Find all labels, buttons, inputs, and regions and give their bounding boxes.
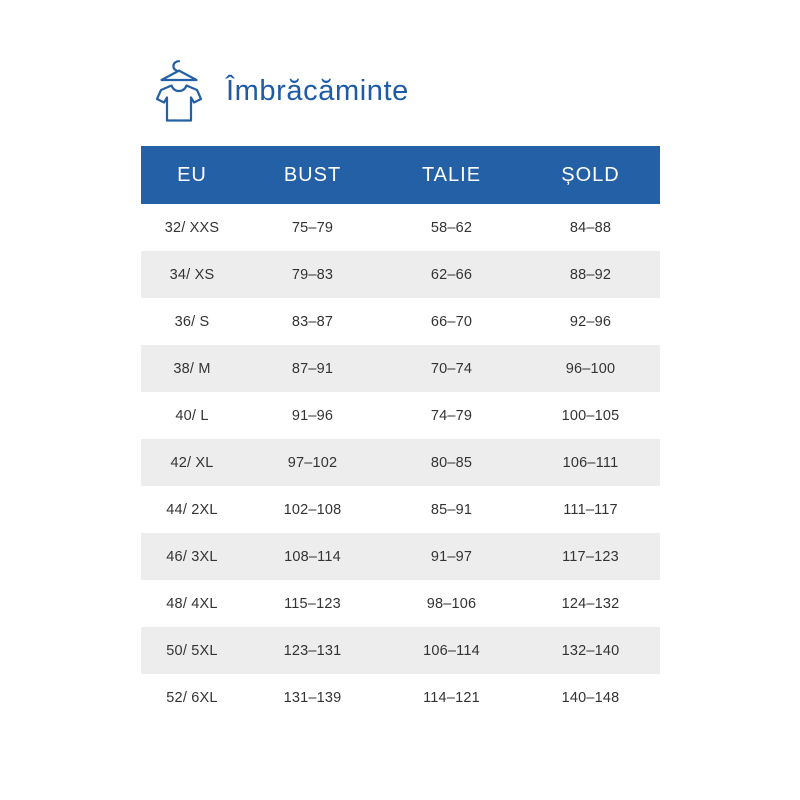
cell-bust: 79–83 <box>243 251 382 298</box>
table-row <box>141 392 660 439</box>
cell-eu: 34/ XS <box>141 251 243 298</box>
cell-talie: 62–66 <box>382 251 521 298</box>
cell-sold: 124–132 <box>561 595 620 612</box>
column-header-bust: BUST <box>243 146 382 204</box>
table-row <box>141 204 660 251</box>
size-table <box>141 146 660 721</box>
cell-sold: 140–148 <box>561 689 620 706</box>
cell-sold: 100–105 <box>561 407 620 424</box>
table-row <box>141 298 660 345</box>
cell-sold: 132–140 <box>521 627 660 674</box>
cell-bust: 115–123 <box>284 595 341 612</box>
cell-bust: 123–131 <box>243 627 382 674</box>
cell-eu: 36/ S <box>174 313 210 330</box>
cell-talie: 106–114 <box>382 627 521 674</box>
cell-talie: 91–97 <box>382 533 521 580</box>
column-header-eu: EU <box>141 146 243 204</box>
table-header-row <box>141 146 660 204</box>
cell-sold: 106–111 <box>521 439 660 486</box>
table-row <box>141 345 660 392</box>
cell-bust: 102–108 <box>283 501 342 518</box>
cell-eu: 50/ 5XL <box>141 627 243 674</box>
cell-bust: 97–102 <box>243 439 382 486</box>
cell-talie: 74–79 <box>430 407 473 424</box>
cell-eu: 46/ 3XL <box>141 533 243 580</box>
cell-eu: 42/ XL <box>141 439 243 486</box>
cell-talie: 80–85 <box>382 439 521 486</box>
cell-sold: 84–88 <box>569 219 612 236</box>
table-row <box>141 251 660 298</box>
cell-eu: 38/ M <box>141 345 243 392</box>
cell-sold: 111–117 <box>563 501 618 518</box>
table-row <box>141 486 660 533</box>
cell-eu: 32/ XXS <box>164 219 220 236</box>
cell-sold: 117–123 <box>521 533 660 580</box>
cell-talie: 85–91 <box>430 501 473 518</box>
table-row <box>141 674 660 721</box>
cell-sold: 92–96 <box>569 313 612 330</box>
cell-bust: 75–79 <box>291 219 334 236</box>
cell-bust: 91–96 <box>291 407 334 424</box>
cell-bust: 87–91 <box>243 345 382 392</box>
cell-talie: 98–106 <box>426 595 477 612</box>
cell-eu: 40/ L <box>175 407 209 424</box>
cell-eu: 52/ 6XL <box>166 689 218 706</box>
cell-talie: 114–121 <box>423 689 480 706</box>
table-header <box>141 146 660 204</box>
page-header <box>148 55 409 127</box>
table-row <box>141 627 660 674</box>
cell-talie: 58–62 <box>430 219 473 236</box>
table-row <box>141 533 660 580</box>
column-header-sold: ȘOLD <box>521 146 660 204</box>
column-header-talie: TALIE <box>382 146 521 204</box>
cell-talie: 66–70 <box>430 313 473 330</box>
cell-talie: 70–74 <box>382 345 521 392</box>
cell-eu: 48/ 4XL <box>166 595 218 612</box>
cell-bust: 108–114 <box>243 533 382 580</box>
table-row <box>141 580 660 627</box>
cell-sold: 88–92 <box>521 251 660 298</box>
tshirt-hanger-icon <box>148 58 210 124</box>
cell-bust: 83–87 <box>291 313 334 330</box>
table-row <box>141 439 660 486</box>
table-body <box>141 204 660 721</box>
cell-sold: 96–100 <box>521 345 660 392</box>
page-title: Îmbrăcăminte <box>226 74 409 107</box>
cell-eu: 44/ 2XL <box>166 501 218 518</box>
cell-bust: 131–139 <box>283 689 342 706</box>
